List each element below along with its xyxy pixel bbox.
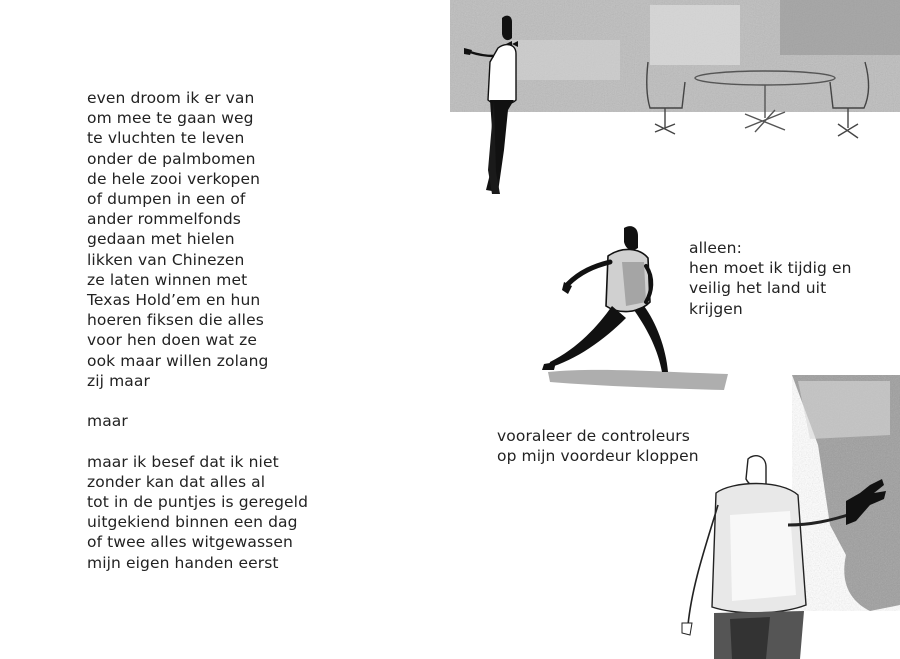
- man-leaning-on-wall-illustration: [670, 375, 900, 659]
- man-pointing-cafe-scene-illustration: [450, 0, 900, 200]
- poem-left-column: even droom ik er van om mee te gaan weg te vluchten te leven onder de palmbomen de hele zooi verkopen of dumpen in een of ander rommelfonds gedaan met hielen likken van Chinezen ze laten winnen met Texas Hold’em en hun hoeren fiksen die alles voor hen doen wat ze ook maar willen zolang zij maar maar maar ik besef dat ik niet zonder kan dat alles al tot in de puntjes is geregeld uitgekiend binnen een dag of twee alles witgewassen mijn eigen handen eerst: [87, 89, 309, 572]
- poem-alleen-block: alleen: hen moet ik tijdig en veilig het land uit krijgen: [689, 239, 852, 318]
- poem-vooraleer-block: vooraleer de controleurs op mijn voordeur kloppen: [497, 427, 699, 466]
- man-running-illustration: [538, 222, 738, 392]
